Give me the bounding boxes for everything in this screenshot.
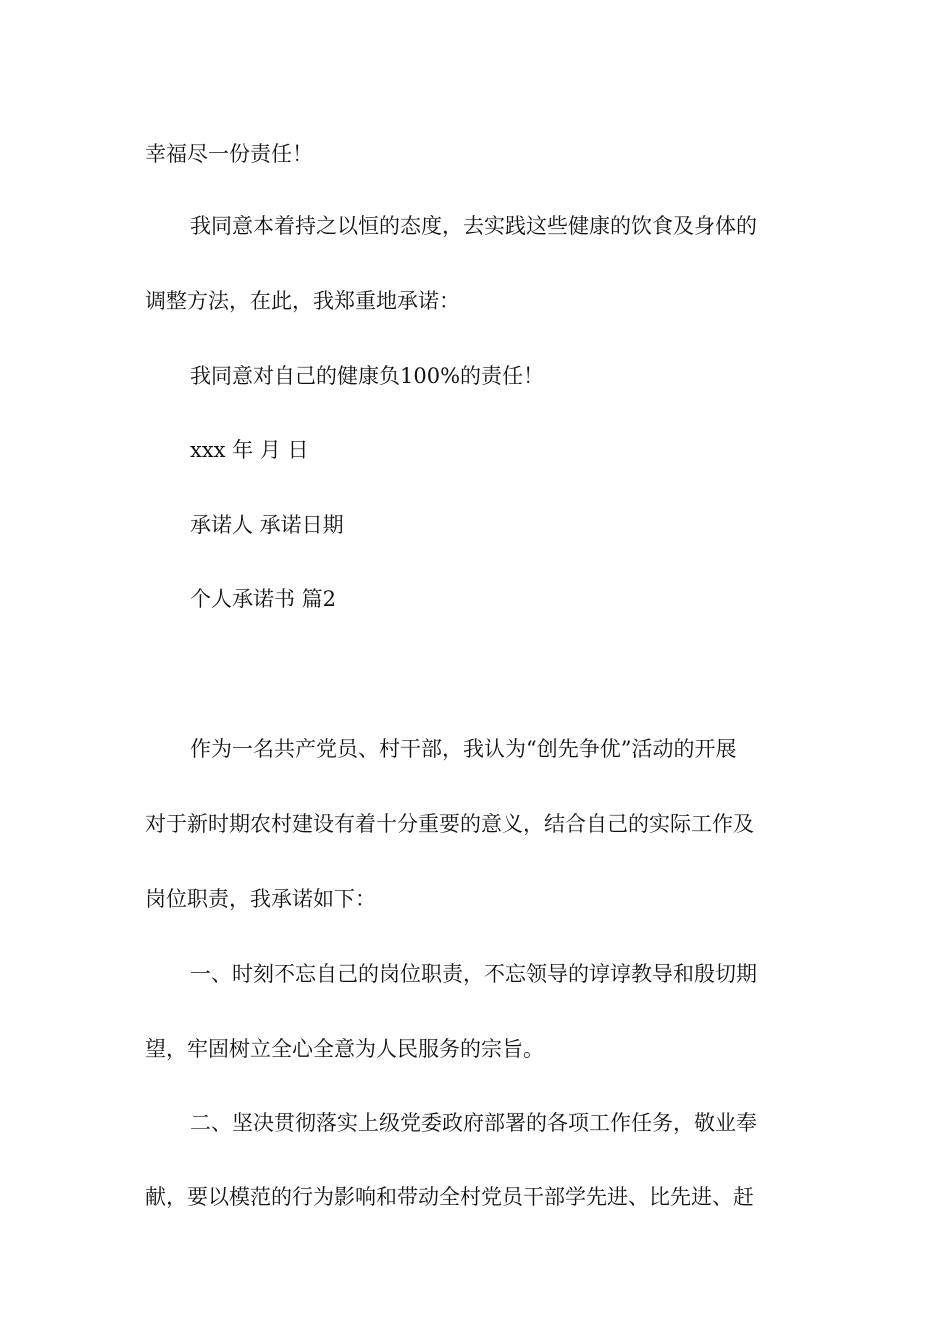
text-line-13: 二、坚决贯彻落实上级党委政府部署的各项工作任务，敬业奉	[190, 1111, 757, 1135]
text-line-14: 献，要以模范的行为影响和带动全村党员干部学先进、比先进、赶	[145, 1185, 754, 1209]
text-line-12: 望，牢固树立全心全意为人民服务的宗旨。	[145, 1037, 544, 1061]
section-heading: 个人承诺书 篇2	[190, 587, 337, 611]
date-line: xxx 年 月 日	[190, 438, 309, 462]
text-line-10: 岗位职责，我承诺如下：	[145, 887, 376, 911]
text-line-8: 作为一名共产党员、村干部，我认为“创先争优”活动的开展	[190, 737, 737, 761]
text-line-3: 调整方法，在此，我郑重地承诺：	[145, 289, 460, 313]
text-line-11: 一、时刻不忘自己的岗位职责，不忘领导的谆谆教导和殷切期	[190, 962, 757, 986]
text-line-1: 幸福尽一份责任！	[145, 142, 313, 166]
signature-line: 承诺人 承诺日期	[190, 513, 344, 537]
text-line-4: 我同意对自己的健康负100%的责任！	[190, 364, 545, 388]
text-line-2: 我同意本着持之以恒的态度，去实践这些健康的饮食及身体的	[190, 214, 757, 238]
text-line-9: 对于新时期农村建设有着十分重要的意义，结合自己的实际工作及	[145, 812, 754, 836]
